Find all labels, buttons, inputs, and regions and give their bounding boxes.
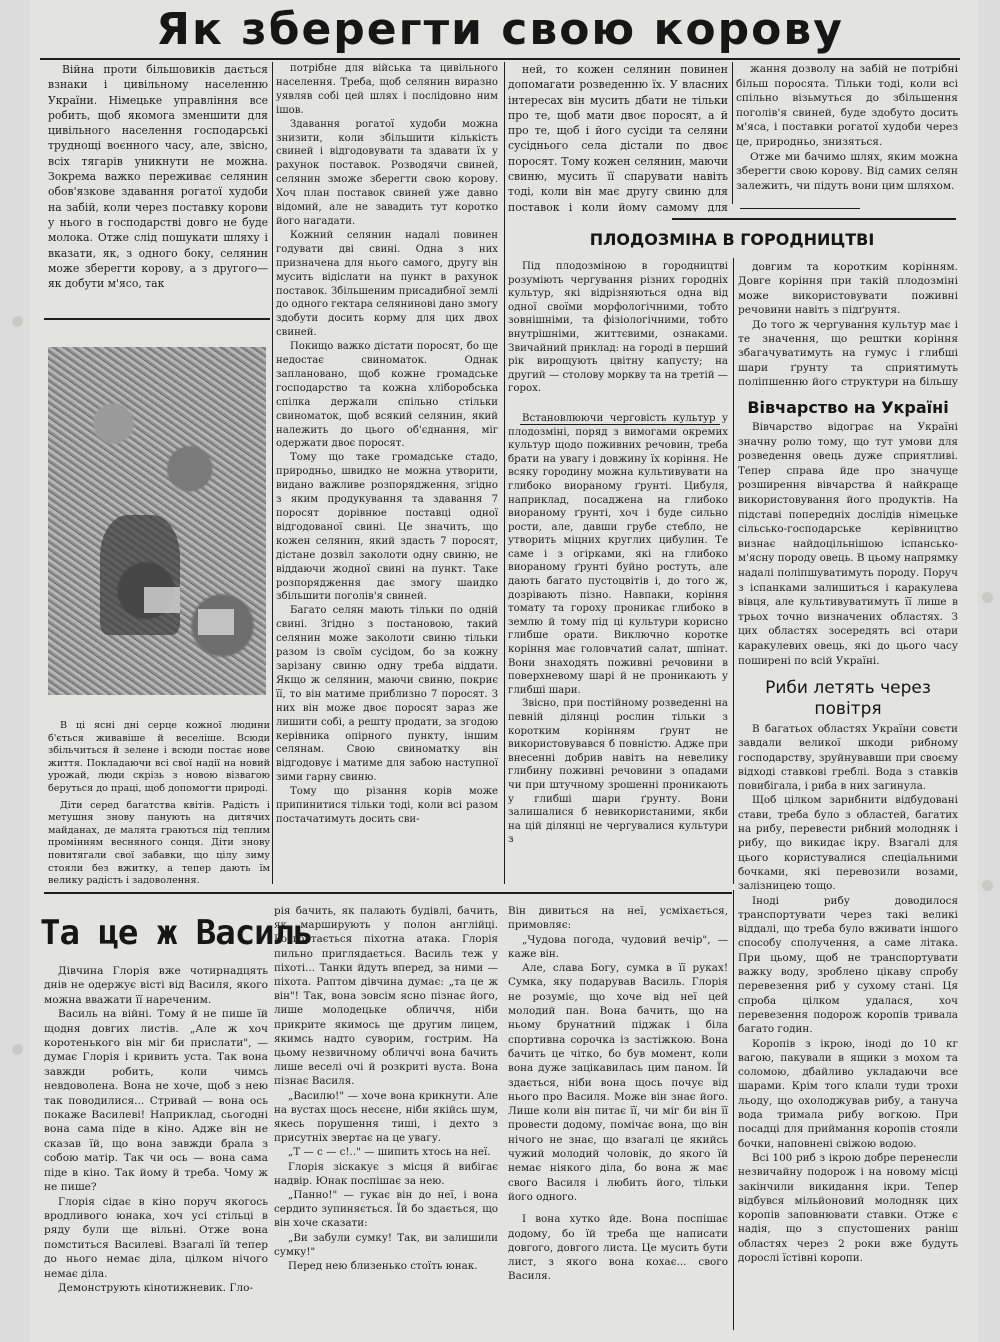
column-rule: [732, 62, 733, 204]
paragraph: Він дивиться на неї, усміхається, примовляє:: [508, 905, 728, 932]
paragraph: „Ви забули сумку! Так, ви залишили сумку!": [274, 1231, 498, 1258]
paragraph: Глорія сідає в кіно поруч якогось вродливого юнака, хоч усі стільці в ряду були ще вільні. Отже вона помститься Василеві. Взагалі їй тепер до нього немає діла, цілком нічого немає діла.: [44, 1195, 268, 1280]
paragraph: „Чудова погода, чудовий вечір", — каже він.: [508, 933, 728, 960]
paragraph: Всі 100 риб з ікрою добре перенесли незвичайну подорож і на новому місці закінчили викидання ікри. Тепер відбувся мільйоновий молодняк цих коропів заповнювати ставки. Отже є надія, що з спустошених раніш областях через 2 роки вже будуть дорослі їстівні коропи.: [738, 1151, 958, 1264]
crop-article-title: ПЛОДОЗМІНА В ГОРОДНИЦТВІ: [589, 230, 875, 249]
paragraph: Отже ми бачимо шлях, яким можна зберегти свою корову. Від самих селян залежить, чи підуть вони цим шляхом.: [736, 150, 958, 192]
paragraph: Глорія зіскакує з місця й вибігає надвір. Юнак поспішає за нею.: [274, 1160, 498, 1187]
paragraph: жання дозволу на забій не потрібні більш поросята. Тільки тоді, коли всі спільно візьмуться до збільшення поголів'я свиней, буде здобуто досить м'яса, і поставки рогатої худоби через це, природньо, знизяться.: [736, 63, 958, 148]
cow-article-column-1: [48, 62, 268, 314]
paragraph: Покищо важко дістати поросят, бо ще недостає свиноматок. Однак заплановано, щоб кожне громадське господарство та кожна хліборобська спілка держали спільно стільки свиноматок, щоб всякий селянин, який належить до цього об'єднання, міг одержати двоє поросят.: [276, 341, 498, 450]
paragraph: Здавання рогатої худоби можна знизити, коли збільшити кількість свиней і відгодовувати та здавати їх у рахунок поставок. Розводячи свиней, селянин зможе зберегти свою корову. Хоч план поставок свиней уже давно відомий, але не завадить тут коротко його нагадати.: [276, 118, 498, 227]
paragraph: В багатьох областях України совєти завдали великої шкоди рибному господарству, зруйнувавши при своєму відході ставкові греблі. Вода з ставків повибігала, і риба в них загинула.: [738, 723, 958, 793]
paragraph: Коропів з ікрою, іноді до 10 кг вагою, пакували в ящики з мохом та соломою, дбайливо укладаючи все шарами. Крім того клали туди трохи льоду, що охолоджував рибу, а тануча вода тримала рибу вогкою. При посадці для приймання коропів стояли бочки, наповнені свіжою водою.: [738, 1037, 958, 1150]
paragraph: Війна проти більшовиків дається взнаки і цивільному населенню України. Німецьке управління все робить, щоб якомога зменшити для цивільного населення господарські труднощі воєнного часу, але, звісно, всіх тягарів уникнути не можна. Зокрема важко переживає селянин обов'язкове здавання рогатої худоби на забій, коли через поставку корови у нього в господарстві довго не буде молока. Отже слід пошукати шляху і вказати, як, з одного боку, селянин може зберегти корову, а з другого—як добути м'ясо, так: [48, 63, 268, 291]
column-rule: [733, 258, 734, 884]
crop-article-column-2: [738, 260, 958, 392]
section-rule: [672, 218, 956, 220]
paragraph: Василь на війні. Тому й не пише їй щодня довгих листів. „Але ж хоч коротенького він міг би прислати", — думає Глорія і кривить уста. Так вона завжди робить, коли чимсь невдоволена. Вона не хоче, щоб з нею так поводилися... Стривай — вона ось покаже Василеві! Наприклад, сьогодні вона сама піде в кіно. Адже він не сказав їй, що вона завжди брала з собою матір. Так чи ось — вона сама піде в кіно. Так йому й треба. Чому ж не пише?: [44, 1008, 268, 1194]
caption-paragraph: В ці ясні дні серце кожної людини б'ється живавіше й веселіше. Всюди збільчиться й зелене і всюди постає нове життя. Покладаючи всі свої надії на новий урожай, люди скрізь з новою візвагою беруться до праці, щоб допомогти природі.: [48, 720, 270, 794]
section-rule: [44, 318, 270, 320]
paragraph: Багато селян мають тільки по одній свині. Згідно з постановою, такий селянин може заколоти свиню тільки разом із своїм сусідом, бо за кожну зарізану свиню одну треба віддати. Якщо ж селянин, маючи свиню, покриє її, то він матиме приблизно 7 поросят. З них він може двоє поросят зараз же лишити собі, а решту продати, за згодою керівника опірного пункту, іншим селянам. Свою свиноматку він відгодовує і матиме для забою наступної зими гарну свиню.: [276, 605, 498, 784]
sheep-article-title: Вівчарство на Україні: [747, 398, 949, 417]
spring-flowers-photo: [48, 347, 266, 695]
paragraph: Демонструють кінотижневик. Гло-: [58, 1281, 254, 1294]
section-rule: [44, 892, 732, 894]
fish-article-body: [738, 722, 958, 1332]
story-title: Та це ж Василь: [40, 913, 313, 953]
column-rule: [272, 62, 273, 884]
photo-caption: [48, 720, 270, 886]
crop-article-column-1: [508, 260, 728, 884]
paragraph: Перед нею близенько стоїть юнак.: [288, 1260, 478, 1273]
paragraph: Встановлюючи черговість культур у плодозміні, поряд з вимогами окремих культур щодо поживних речовин, треба брати на увагу і довжину їх коріння. Не всяку городину можна культивувати на глибоко виораному ґрунті. Цибуля, наприклад, посаджена на глибоко виораному ґрунті, хоч і буде сильно рости, але, давши грубе стебло, не утворить міцних круглих цибулин. Те саме і з огірками, які на глибоко виораному ґрунті буйно ростуть, але дають багато пустоцвітів і, до того ж, дозрівають пізно. Навпаки, коріння томату та гороху проникає глибоко в землю й тому під ці культури корисно глибше орати. Виключно коротке коріння має головчатий салат, шпінат. Вони знаходять поживні речовини в поверхневому шарі й не проникають у глибші шари.: [508, 412, 728, 696]
paragraph: Тому що таке громадське стадо, природньо, швидко не можна утворити, видано важливе розпорядження, згідно з яким продукування та здавання 7 поросят дорівнюе поставці одної відгодованої свині. Це значить, що кожен селянин, який здасть 7 поросят, дістане дозвіл заколоти одну свиню, не віддаючи жодної свині на пункт. Таке розпорядження дає змогу шаидко збільшити поголів'я свиней.: [276, 452, 498, 603]
cow-article-column-4: [736, 62, 958, 212]
fish-article-title: Риби летять через повітря: [765, 678, 931, 719]
basket: [144, 587, 180, 613]
column-rule: [504, 62, 505, 884]
cow-article-column-2: [276, 62, 498, 884]
main-headline: Як зберегти свою корову: [156, 4, 844, 55]
paragraph: Дівчина Глорія вже чотирнадцять днів не одержує вісті від Василя, якого можна вважати її нареченим.: [44, 965, 268, 1006]
paragraph: „Панно!" — гукає він до неї, і вона сердито зупиняється. Їй бо здається, що він хоче сказати:: [274, 1189, 498, 1230]
paragraph: Тому що різання корів може припинитися тільки тоді, коли всі разом постачатимуть досить сви-: [276, 786, 498, 825]
paragraph: Кожний селянин надалі повинен годувати дві свині. Одна з них призначена для нього самого, другу він мусить відіслати на пункт в рахунок поставок. Збільшеним присадибної землі до одного гектара селянинові дано змогу здобути досить корму для цих двох свиней.: [276, 229, 498, 339]
paragraph: Вівчарство відограє на Україні значну ролю тому, що тут умови для розведення овець дуже сприятливі. Тепер справа йде про значуще розширення вівчарства й найкраще використовування його продуктів. На підставі попередніх дослідів німецьке сільсько-господарське керівництво визнає найдоцільнішою іспансько-м'ясну породу овець. В цьому напрямку надалі поліпшуватимуть породу. Поруч з іспанками залишиться і каракулева вівця, але культивуватимуть її лише в трьох точно визначених областях. З цих областях зосередять всі отари каракулевих овець, які до цього часу поширені по всій Україні.: [738, 421, 958, 667]
caption-paragraph: Діти серед багатства квітів. Радість і метушня знову панують на дитячих майданах, де малята граються під теплим промінням весняного сонця. Діти знову повитягали свої забавки, що цілу зиму стояли без вжитку, а тепер дають їм велику радість і задоволення.: [48, 799, 270, 887]
paragraph: Під плодозміною в городництві розуміють чергування різних городніх культур, які відрізняються одна від одної своїми морфологічними, тобто зовнішніми, та фізіологічними, тобто внутрішніми, життєвими, ознаками. Звичайний приклад: на городі в перший рік вирощують цвітну капусту; на другий — столову моркву та на третій — горох.: [508, 261, 728, 395]
cow-article-column-3: [508, 62, 728, 212]
paragraph: Звісно, при постійному розведенні на певній ділянці рослин тільки з коротким корінням ґрунт не використовувався б повністю. Адже при внесенні добрив навіть на невелику глибину поживні речовини з опадами чи при штучному зрошенні проникають у глибші шари ґрунту. Вони залишалися б невикористаними, якби на цій ділянці не чергувалися культури з: [508, 698, 728, 846]
binder-hole: [12, 1044, 23, 1055]
paragraph: І вона хутко йде. Вона поспішає додому, бо їй треба ще написати довгого, довгого листа. Це мусить бути лист, з якого вона кохає... свого Василя.: [508, 1213, 728, 1283]
paragraph: ней, то кожен селянин повинен допомагати розведенню їх. У власних інтересах він мусить дбати не тільки про те, щоб мати двоє поросят, а й про те, щоб і його сусіди та селяни сусіднього села дістали по двоє поросят. Тому кожен селянин, маючи свиню, мусить її спарувати навіть тоді, коли він має другу свиню для поставок і коли йому самому для: [508, 63, 728, 212]
paragraph: Іноді рибу доводилося транспортувати через такі великі віддалі, що треба було вживати іншого способу сполучення, а саме літака. При цьому, щоб не транспортувати важку воду, зроблено цікаву спробу перевезення риб у сухому стані. Ця спроба цілком удалася, хоч перевезення подорож коропів тривала багато годин.: [738, 894, 958, 1036]
paragraph: Щоб цілком зарибнити відбудовані стави, треба було з областей, багатих на рибу, перевести рибний молодняк і рибу, що викидає ікру. Взагалі для цього користувалися спеціальними бочками, які перевозили возами, залізницею тощо.: [738, 794, 958, 893]
paragraph: рія бачить, як палають будівлі, бачить, як марширують у полон англійці. Розгортається піхотна атака. Глорія пильно приглядається. Василь теж у піхоті... Танки йдуть вперед, за ними — піхота. Раптом дівчина думає: „та це ж він"! Так, вона зовсім ясно пізнає його, лише молодецьке обличчя, ніби прикрите якимось ще другим лицем, якимсь надто суворим, гострим. На цьому незвичному обличчі вона бачить лише веселі очі й розкриті вуста. Вона пізнає Василя.: [274, 905, 498, 1088]
basket: [198, 609, 234, 635]
column-rule: [733, 890, 734, 1330]
paragraph: Але, слава Богу, сумка в її руках! Сумка, яку подарував Василь. Глорія не розуміє, що хоче від неї цей молодий пан. Вона бачить, що на ньому брунатний піджак і біла спортивна сорочка із застіжкою. Вона бачить це чітко, бо був момент, коли вона дуже зацікавилась цим паном. Їй здається, ніби вона щось почує від нього про Василя. Може він знає його. Лише коли він питає її, чи міг би він її провести додому, помічає вона, що він нічого не знає, що взагалі це якийсь чужий молодий чоловік, до якого їй немає ніякого діла, бо вона ж має свого Василя і любить його, тільки його одного.: [508, 962, 728, 1203]
headline-rule: [40, 58, 960, 60]
paragraph: До того ж чергування культур має і те значення, що рештки коріння збагачуватимуть на гумус і глибші шари ґрунту та сприятимуть поліпшенню його структури на більшу: [738, 318, 958, 389]
paragraph: „Василю!" — хоче вона крикнути. Але на вустах щось несєне, ніби якійсь шум, якесь порушення тиші, і дехто з присутніх звертає на це увагу.: [274, 1089, 498, 1145]
story-column-1: [44, 964, 268, 1334]
paragraph: довгим та коротким корінням. Довге коріння при такій плодозміні може використовувати поживні речовини навіть з підґрунтя.: [738, 261, 958, 317]
sheep-article-body: [738, 420, 958, 670]
story-column-3: [508, 904, 728, 1334]
binder-hole: [982, 592, 993, 603]
story-column-2: [274, 904, 498, 1334]
paragraph: потрібне для війська та цивільного населення. Треба, щоб селянин виразно уявляв собі цей шлях і послідовно ним ішов.: [276, 63, 498, 116]
paragraph: „Т — с — с!.." — шипить хтось на неї.: [288, 1146, 491, 1159]
binder-hole: [982, 880, 993, 891]
binder-hole: [12, 316, 23, 327]
child-figure: [100, 515, 180, 635]
